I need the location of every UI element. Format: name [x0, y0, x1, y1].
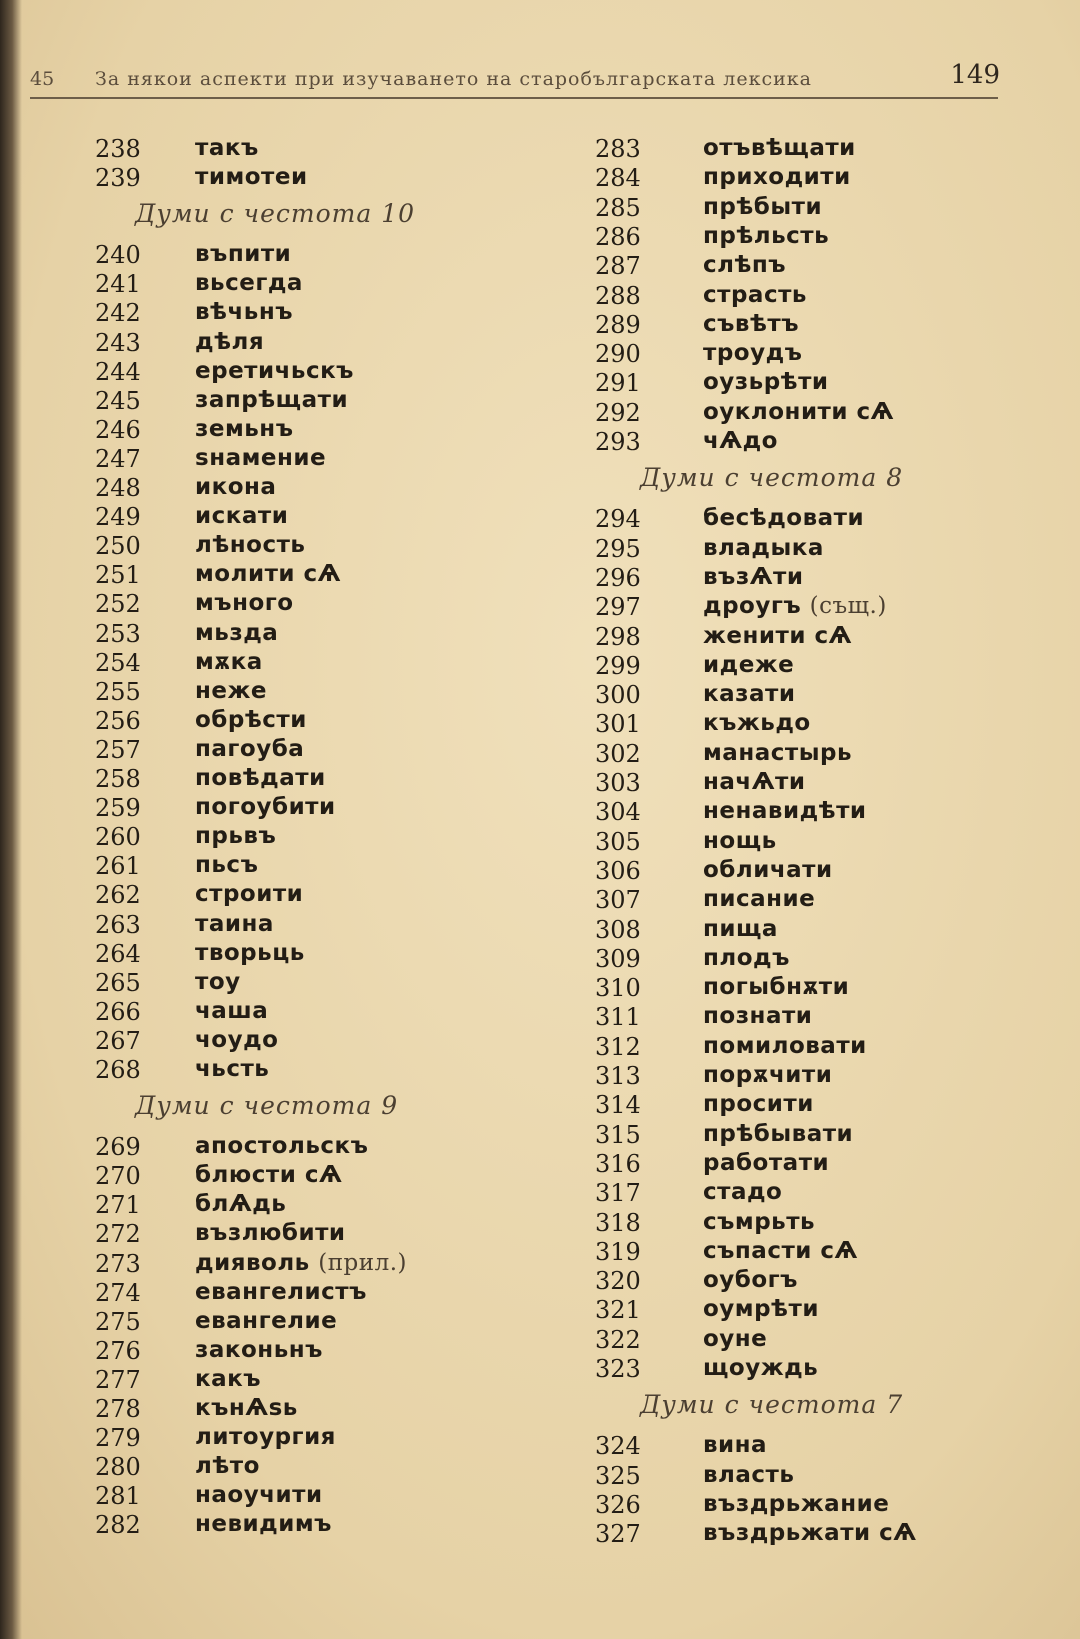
entry-number: 254 [95, 648, 141, 677]
entry-number: 247 [95, 444, 141, 473]
entry-number: 296 [595, 563, 641, 592]
entry-number: 280 [95, 1453, 141, 1482]
entry-word [703, 740, 852, 766]
entry-number: 315 [595, 1120, 641, 1149]
entry-number: 263 [95, 910, 141, 939]
entry-number: 311 [595, 1003, 641, 1032]
entry-word-text: идеже [703, 651, 795, 678]
entry-word [195, 1191, 286, 1217]
entry-word-text: женити сѦ [703, 622, 852, 649]
entry-word-text: познати [703, 1003, 813, 1030]
entry-number: 256 [95, 706, 141, 735]
running-head [30, 60, 1030, 96]
entry-word-text: манастырь [703, 739, 853, 766]
entry-number: 307 [595, 886, 641, 915]
entry-word-text: лѣто [195, 1453, 260, 1480]
entry-number: 300 [595, 681, 641, 710]
entry-word [703, 135, 856, 161]
entry-number: 238 [95, 135, 141, 163]
entry-word [703, 1150, 829, 1176]
entry-word [195, 416, 293, 442]
entry-number: 276 [95, 1336, 141, 1365]
entry-number: 318 [595, 1208, 641, 1237]
entry-word [195, 1453, 260, 1479]
entry-number: 259 [95, 794, 141, 823]
entry-word [703, 1091, 814, 1117]
entry-number: 252 [95, 590, 141, 619]
entry-word-text: евангелистъ [195, 1278, 367, 1305]
entry-number: 292 [595, 398, 641, 427]
entry-word-text: дѣля [195, 328, 265, 355]
entry-word-text: пагоуба [195, 735, 305, 762]
entry-word [195, 940, 305, 966]
entry-word [195, 329, 264, 355]
entry-word-text: вѣчьнъ [195, 299, 293, 326]
entry-number: 303 [595, 769, 641, 797]
entry-number: 265 [95, 968, 141, 997]
entry-word-text: стадо [703, 1179, 783, 1206]
entry-number: 308 [595, 915, 641, 944]
entry-word [703, 194, 822, 220]
entry-word-text: ненавидѣти [703, 798, 867, 825]
entry-note: (прил.) [318, 1249, 407, 1276]
entry-number: 320 [595, 1267, 641, 1296]
entry-word-text: прѣбыти [703, 193, 823, 220]
entry-word [195, 1250, 407, 1276]
entry-number: 260 [95, 823, 141, 852]
entry-word [703, 945, 790, 971]
entry-number: 285 [595, 193, 641, 222]
entry-word-text: въздрьжание [703, 1490, 890, 1517]
entry-number: 284 [595, 164, 641, 193]
entry-number: 297 [595, 593, 641, 622]
entry-word [703, 886, 815, 912]
entry-word [195, 911, 274, 937]
entry-word-text: блюсти сѦ [195, 1162, 343, 1189]
entry-number: 313 [595, 1062, 641, 1090]
entry-word [195, 765, 326, 791]
entry-number: 298 [595, 622, 641, 651]
running-head-title: За някои аспекти при изучаването на старобългарската лексика [95, 68, 812, 90]
book-spine-shadow [0, 0, 22, 1639]
entry-word-text: власть [703, 1461, 795, 1488]
entry-word [195, 1511, 332, 1537]
entry-word-text: оубогъ [703, 1267, 798, 1294]
entry-word-text: възѦти [703, 563, 804, 590]
entry-word-text: повѣдати [195, 765, 326, 791]
entry-word [195, 1220, 346, 1246]
entry-word [195, 135, 259, 161]
entry-word-text: оуне [703, 1325, 768, 1352]
entry-word [703, 769, 805, 795]
header-rule [30, 97, 998, 99]
entry-word-text: щоуждь [703, 1355, 819, 1381]
running-head-fragment: 45 [30, 68, 55, 90]
entry-word-text: обличати [703, 856, 833, 883]
entry-word-text: апостольскъ [195, 1133, 369, 1160]
entry-word-text: чаша [195, 997, 269, 1024]
entry-word [703, 652, 794, 678]
entry-number: 281 [95, 1482, 141, 1511]
entry-word-text: прьвъ [195, 823, 277, 850]
entry-word [703, 399, 894, 425]
entry-number: 305 [595, 827, 641, 856]
entry-word [703, 828, 777, 854]
entry-word-text: начѦти [703, 769, 806, 795]
entry-number: 239 [95, 164, 141, 193]
entry-word-text: наоучити [195, 1482, 323, 1509]
entry-word [703, 1520, 917, 1546]
frequency-section-heading: Думи с честота 7 [640, 1390, 904, 1420]
entry-word [703, 1003, 812, 1029]
entry-word [195, 736, 304, 762]
entry-word-text: икона [195, 474, 277, 500]
entry-word-text: литоургия [195, 1424, 336, 1451]
entry-word [195, 1279, 367, 1305]
entry-number: 257 [95, 735, 141, 764]
entry-word [195, 823, 276, 849]
entry-number: 243 [95, 328, 141, 357]
entry-word [195, 969, 241, 995]
entry-number: 326 [595, 1490, 641, 1519]
entry-word [703, 1462, 794, 1488]
entry-word-text: чоудо [195, 1026, 279, 1053]
entry-word-text: бесѣдовати [703, 505, 865, 532]
entry-word [703, 1033, 867, 1059]
entry-word-text: мъного [195, 590, 294, 617]
entry-number: 268 [95, 1056, 141, 1084]
entry-word [195, 1482, 323, 1508]
entry-word-text: погоубити [195, 794, 336, 821]
entry-number: 253 [95, 619, 141, 648]
entry-word [195, 998, 268, 1024]
entry-number: 262 [95, 881, 141, 910]
entry-number: 310 [595, 974, 641, 1003]
entry-word-text: такъ [195, 135, 259, 161]
entry-number: 327 [595, 1520, 641, 1549]
entry-number: 244 [95, 357, 141, 386]
entry-word [195, 270, 303, 296]
frequency-section-heading: Думи с честота 8 [640, 463, 904, 493]
entry-word [703, 369, 829, 395]
entry-word-text: невидимъ [195, 1511, 332, 1538]
entry-word [195, 1133, 368, 1159]
entry-word [703, 710, 811, 736]
entry-number: 319 [595, 1237, 641, 1266]
entry-word [703, 282, 807, 308]
entry-word [703, 252, 786, 278]
entry-number: 309 [595, 944, 641, 973]
entry-number: 291 [595, 369, 641, 398]
entry-word [703, 311, 799, 337]
entry-number: 325 [595, 1461, 641, 1490]
entry-word [195, 503, 288, 529]
entry-word [703, 857, 833, 883]
entry-word [195, 474, 276, 500]
entry-number: 286 [595, 222, 641, 251]
entry-word-text: порѫчити [703, 1062, 833, 1088]
entry-word [703, 798, 867, 824]
entry-number: 316 [595, 1149, 641, 1178]
entry-word-text: какъ [195, 1365, 262, 1392]
entry-word [195, 241, 291, 267]
entry-word-text: еретичьскъ [195, 357, 354, 384]
entry-word [195, 1027, 278, 1053]
entry-word [195, 1395, 298, 1421]
entry-number: 248 [95, 474, 141, 502]
entry-number: 245 [95, 386, 141, 415]
entry-word [195, 707, 307, 733]
entry-word-text: прѣбывати [703, 1120, 854, 1147]
entry-word [195, 358, 354, 384]
entry-word-text: чьсть [195, 1056, 270, 1082]
entry-word-text: отъвѣщати [703, 135, 856, 161]
entry-note: (същ.) [809, 593, 887, 620]
entry-word-text: запрѣщати [195, 386, 349, 413]
entry-word-text: искати [195, 503, 289, 530]
entry-number: 269 [95, 1133, 141, 1162]
entry-word-text: погыбнѫти [703, 974, 850, 1001]
entry-word-text: приходити [703, 164, 851, 191]
entry-number: 289 [595, 310, 641, 339]
entry-word-text: троудъ [703, 340, 803, 367]
entry-number: 317 [595, 1179, 641, 1208]
entry-word-text: пища [703, 915, 778, 942]
entry-word [195, 387, 348, 413]
entry-number: 275 [95, 1307, 141, 1336]
entry-number: 290 [595, 340, 641, 369]
entry-number: 293 [595, 428, 641, 456]
entry-word [195, 1424, 336, 1450]
entry-word [703, 1432, 767, 1458]
entry-number: 241 [95, 270, 141, 299]
entry-number: 306 [595, 856, 641, 885]
entry-number: 323 [595, 1355, 641, 1383]
entry-number: 294 [595, 505, 641, 534]
entry-number: 242 [95, 299, 141, 328]
entry-number: 246 [95, 415, 141, 444]
entry-word-text: владыка [703, 534, 824, 561]
entry-word-text: пьсъ [195, 852, 259, 879]
entry-word-text: законьнъ [195, 1336, 323, 1363]
entry-word [195, 1366, 261, 1392]
entry-word [703, 1491, 889, 1517]
entry-word-text: земьнъ [195, 415, 294, 442]
entry-word-text: кънѦѕь [195, 1395, 298, 1421]
frequency-section-heading: Думи с честота 9 [135, 1091, 399, 1121]
entry-word-text: оуклонити сѦ [703, 398, 894, 425]
entry-word-text: въпити [195, 241, 292, 268]
entry-word-text: дияволь [195, 1249, 310, 1276]
entry-word-text: творьць [195, 939, 305, 966]
entry-number: 261 [95, 852, 141, 881]
entry-word [703, 593, 887, 619]
entry-number: 258 [95, 765, 141, 793]
entry-number: 312 [595, 1032, 641, 1061]
entry-number: 299 [595, 651, 641, 680]
entry-word-text: писание [703, 886, 816, 913]
page-number: 149 [950, 60, 1000, 90]
entry-number: 301 [595, 710, 641, 739]
entry-word [703, 916, 778, 942]
entry-word [195, 620, 278, 646]
entry-word [703, 1209, 815, 1235]
entry-word [703, 1355, 818, 1381]
entry-number: 282 [95, 1511, 141, 1540]
entry-number: 321 [595, 1296, 641, 1325]
entry-word [703, 164, 851, 190]
entry-word [195, 532, 305, 558]
entry-word [195, 1308, 337, 1334]
entry-number: 255 [95, 677, 141, 706]
entry-number: 272 [95, 1220, 141, 1249]
entry-word [195, 164, 308, 190]
entry-number: 283 [595, 135, 641, 163]
entry-number: 304 [595, 798, 641, 827]
entry-number: 287 [595, 252, 641, 281]
entry-word [195, 678, 267, 704]
entry-word [195, 590, 294, 616]
entry-word-text: слѣпъ [703, 252, 787, 279]
entry-word [195, 794, 336, 820]
entry-word [703, 535, 824, 561]
entry-word [703, 564, 803, 590]
entry-word-text: нощь [703, 827, 777, 854]
entry-word [195, 561, 341, 587]
entry-number: 264 [95, 939, 141, 968]
entry-word-text: ѕнамение [195, 444, 327, 471]
entry-word-text: дроугъ [703, 593, 802, 620]
entry-word [703, 428, 778, 454]
entry-word-text: блѦдь [195, 1191, 287, 1218]
entry-number: 273 [95, 1249, 141, 1278]
entry-number: 288 [595, 281, 641, 310]
entry-word [703, 1121, 853, 1147]
entry-word-text: работати [703, 1149, 830, 1176]
entry-number: 249 [95, 503, 141, 532]
entry-word-text: казати [703, 681, 796, 708]
entry-word-text: съпасти сѦ [703, 1237, 858, 1264]
entry-word [703, 340, 802, 366]
entry-word-text: строити [195, 881, 304, 908]
entry-word-text: съвѣтъ [703, 310, 800, 337]
entry-word-text: обрѣсти [195, 706, 307, 733]
entry-word-text: въздрьжати сѦ [703, 1520, 917, 1547]
entry-number: 314 [595, 1091, 641, 1120]
entry-number: 278 [95, 1395, 141, 1423]
entry-word [703, 1179, 782, 1205]
entry-word [195, 649, 263, 675]
entry-word-text: страсть [703, 281, 807, 308]
entry-number: 302 [595, 739, 641, 768]
entry-word [703, 1326, 767, 1352]
entry-word [195, 852, 258, 878]
entry-word-text: оузьрѣти [703, 369, 829, 396]
entry-word [195, 881, 303, 907]
entry-number: 270 [95, 1162, 141, 1191]
entry-word [703, 681, 795, 707]
entry-word-text: вьсегда [195, 270, 303, 297]
entry-word [195, 445, 326, 471]
entry-word [703, 1267, 798, 1293]
entry-word [195, 1337, 323, 1363]
entry-number: 322 [595, 1325, 641, 1354]
entry-word [195, 299, 293, 325]
entry-number: 240 [95, 241, 141, 270]
entry-word-text: молити сѦ [195, 561, 341, 588]
entry-number: 324 [595, 1432, 641, 1461]
entry-word-text: тоу [195, 968, 241, 995]
entry-word-text: чѦдо [703, 428, 778, 454]
entry-word-text: съмрьть [703, 1208, 816, 1235]
entry-number: 250 [95, 532, 141, 561]
entry-word-text: вина [703, 1432, 768, 1459]
entry-number: 266 [95, 997, 141, 1026]
entry-word-text: къжьдо [703, 710, 811, 737]
frequency-section-heading: Думи с честота 10 [135, 199, 416, 229]
entry-word-text: просити [703, 1091, 814, 1118]
entry-number: 277 [95, 1365, 141, 1394]
entry-word-text: помиловати [703, 1032, 867, 1059]
entry-word-text: плодъ [703, 944, 790, 971]
entry-word-text: таина [195, 910, 274, 937]
entry-word [703, 1238, 858, 1264]
entry-word [195, 1162, 342, 1188]
entry-word-text: мьзда [195, 619, 279, 646]
entry-word-text: мѫка [195, 648, 263, 675]
entry-number: 271 [95, 1191, 141, 1220]
entry-number: 274 [95, 1278, 141, 1307]
entry-word-text: възлюбити [195, 1220, 346, 1247]
entry-word-text: лѣность [195, 532, 306, 559]
entry-word [703, 505, 864, 531]
entry-word [703, 1062, 832, 1088]
entry-word-text: неже [195, 677, 267, 704]
entry-word [703, 223, 829, 249]
entry-word [703, 1296, 819, 1322]
entry-word-text: тимотеи [195, 164, 308, 191]
entry-number: 267 [95, 1026, 141, 1055]
entry-word [703, 623, 852, 649]
entry-number: 251 [95, 561, 141, 590]
entry-word-text: прѣльсть [703, 222, 830, 249]
entry-word [703, 974, 849, 1000]
entry-number: 295 [595, 534, 641, 563]
entry-word-text: евангелие [195, 1307, 338, 1334]
entry-word-text: оумрѣти [703, 1296, 819, 1323]
entry-number: 279 [95, 1424, 141, 1453]
entry-word [195, 1056, 269, 1082]
